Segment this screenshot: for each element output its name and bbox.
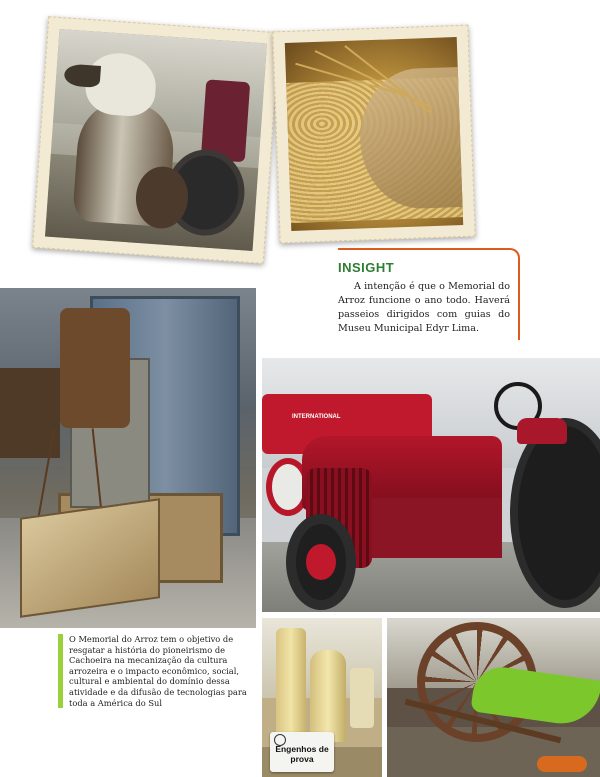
rice-grains-photo	[285, 37, 463, 231]
rice-mill	[350, 668, 374, 728]
tractor-seat	[517, 418, 567, 444]
rice-mill	[276, 628, 306, 738]
tractor-badge: INTERNATIONAL	[292, 414, 341, 420]
scale-pan	[20, 498, 160, 618]
engines-sign	[270, 732, 334, 772]
plow-machinery-photo	[387, 618, 600, 777]
orange-part	[537, 756, 587, 772]
front-wheel-rim	[306, 544, 336, 580]
test-mills-photo	[262, 618, 382, 777]
insight-title: INSIGHT	[338, 260, 395, 275]
red-tractor-photo	[262, 358, 600, 612]
eagle-sculpture-photo-card	[32, 16, 280, 264]
antique-scale-photo	[0, 288, 256, 628]
museum-logo-icon	[274, 734, 286, 746]
insight-text: A intenção é que o Memorial do Arroz funcione o ano todo. Haverá passeios dirigidos com guias do Museu Municipal Edyr Lima.	[338, 281, 510, 334]
tractor-engine	[372, 498, 502, 558]
scale-mechanism	[60, 308, 130, 428]
eagle-sculpture-photo	[45, 29, 267, 251]
photo-caption: O Memorial do Arroz tem o objetivo de resgatar a história do pioneirismo de Cachoeira na mecanização da cultura arrozeira e o impacto econômico, social, cultural e ambiental do domínio dessa atividade e da difusão de tecnologias para toda a América do Sul	[58, 634, 258, 708]
rice-grains-photo-card	[272, 25, 475, 244]
insight-box	[338, 248, 520, 340]
rice-mill	[310, 650, 346, 742]
engines-sign-text: Engenhos de prova	[275, 744, 329, 764]
